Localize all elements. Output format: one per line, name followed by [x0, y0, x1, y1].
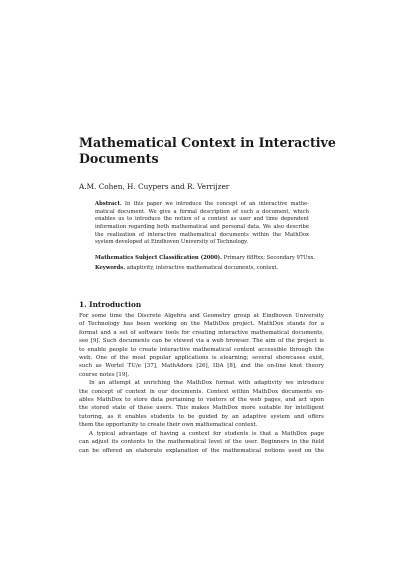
title-line-2: Documents: [79, 150, 159, 166]
para1-line: For some time the Discrete Algebra and Geometry group at Eindhoven University: [79, 313, 324, 319]
abstract-line-5: the realization of interactive mathematical documents within the MathDox: [95, 231, 309, 238]
para1-line: to enable people to create interactive mathematical content accessible through the: [79, 346, 324, 353]
para1-line: see [9]. Such documents can be viewed via a web browser. The aim of the project is: [79, 338, 324, 345]
para2-line: In an attempt at enriching the MathDox format with adaptivity we introduce: [89, 380, 324, 387]
keywords-text: adaptivity, interactive mathematical documents, context.: [126, 265, 279, 271]
subject-classification: [95, 255, 316, 263]
para3-line: A typical advantage of having a context for students is that a MathDox page: [89, 430, 324, 437]
keywords: [95, 265, 309, 273]
paper-title: [79, 135, 339, 166]
para1-line: of Technology has been working on the MathDox project. MathDox stands for a: [79, 321, 324, 328]
abstract-line-4: information regarding both mathematical and personal data. We also describe: [95, 223, 309, 230]
msc-label: Mathematics Subject Classification (2000).: [95, 255, 222, 261]
msc-text: Primary 68Rxx; Secondary 97Uxx.: [223, 255, 316, 261]
abstract-line-3: enables us to introduce the notion of a context as user and time dependent: [95, 216, 309, 223]
keywords-label: Keywords.: [95, 265, 126, 271]
section-heading: 1. Introduction: [79, 300, 142, 309]
title-line-1: Mathematical Context in Interactive: [79, 135, 336, 150]
para2-line: the stored state of these users. This makes MathDox more suitable for intelligent: [79, 405, 324, 412]
para2-line: the concept of context in our documents. Context within MathDox documents en-: [79, 388, 324, 395]
para2-line: ables MathDox to store data pertaining to visitors of the web pages, and act upon: [79, 397, 324, 404]
paper-authors: A.M. Cohen, H. Cuypers and R. Verrijzer: [79, 182, 230, 191]
para3-line: can be offered an elaborate explanation of the mathematical notions used on the: [79, 447, 324, 454]
para2-line: tutoring, as it enables students to be guided by an adaptive system and offers: [79, 413, 324, 420]
abstract-line-2: matical document. We give a formal description of such a document, which: [95, 208, 309, 215]
para1-line: web. One of the most popular applications is elearning; several showcases exist,: [79, 355, 324, 362]
abstract-label: Abstract.: [95, 201, 122, 207]
abstract-line-6: system developed at Eindhoven University of Technology.: [95, 239, 249, 246]
para2-line: them the opportunity to create their own mathematical context.: [79, 422, 258, 429]
para1-line: such as Wortel TU/e [37], MathAdore [26], IDA [8], and the on-line knot theory: [79, 363, 324, 370]
abstract: [95, 201, 309, 247]
para3-line: can adjust its contents to the mathematical level of the user. Beginners in the field: [79, 439, 324, 446]
para1-line: format and a set of software tools for creating interactive mathematical documents,: [79, 329, 324, 336]
body-text: [79, 312, 324, 455]
para1-line: course notes [19].: [79, 371, 130, 378]
abstract-line-1: Abstract. In this paper we introduce the concept of an interactive mathe-: [95, 201, 309, 207]
